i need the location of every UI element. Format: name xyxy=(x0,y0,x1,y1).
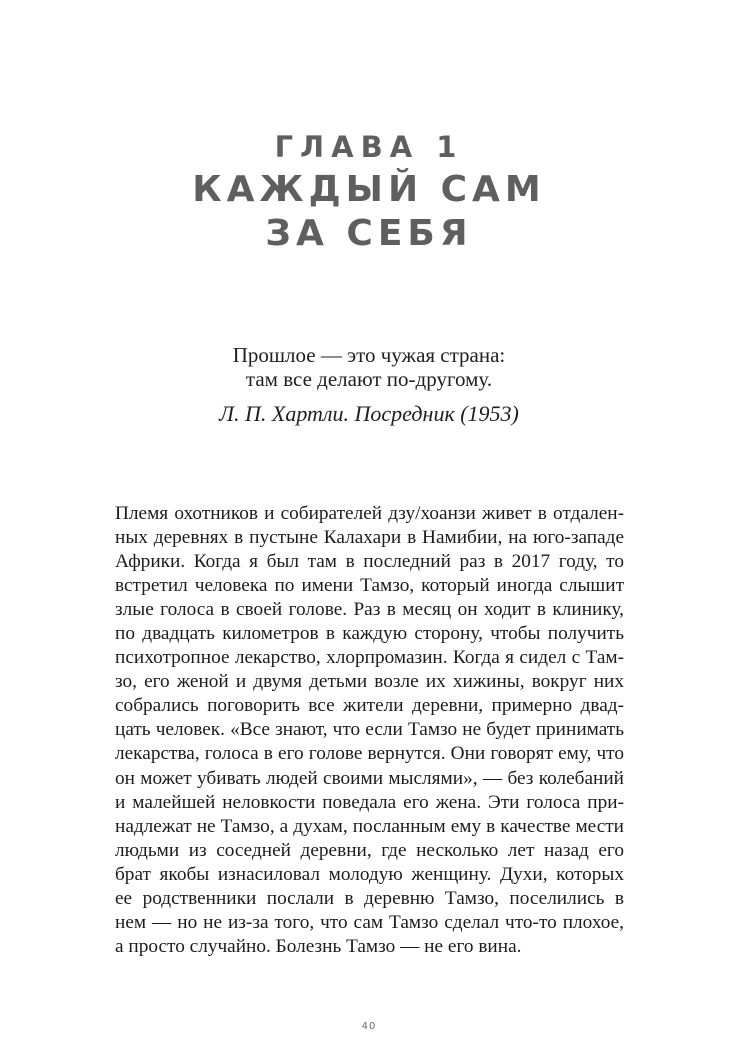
body-line: по двадцать километров в каждую сторону, чтобы получить xyxy=(115,623,624,645)
chapter-label: ГЛАВА 1 xyxy=(274,130,464,164)
body-line: Племя охотников и собирателей дзу/хоанзи живет в отдален- xyxy=(115,503,624,524)
chapter-title-line-1: КАЖДЫЙ САМ xyxy=(192,169,546,210)
chapter-title-line-2: ЗА СЕБЯ xyxy=(265,213,473,254)
body-line: людьми из соседней деревни, где несколько лет назад его xyxy=(115,839,624,861)
body-line: брат якобы изнасиловал молодую женщину. Духи, которых xyxy=(115,863,624,885)
body-line: лекарства, голоса в его голове вернутся. Они говорят ему, что xyxy=(115,743,624,765)
body-line: ных деревнях в пустыне Калахари в Намибии, на юго-западе xyxy=(115,527,624,549)
page-number: 40 xyxy=(361,1021,377,1032)
body-line: злые голоса в своей голове. Раз в месяц он ходит в клинику, xyxy=(115,599,624,621)
body-line: Африки. Когда я был там в последний раз в 2017 году, то xyxy=(115,551,624,573)
body-line: а просто случайно. Болезнь Тамзо — не его вина. xyxy=(115,935,522,957)
body-line: психотропное лекарство, хлорпромазин. Когда я сидел с Там- xyxy=(115,647,624,669)
body-line: он может убивать людей своими мыслями», — без колебаний xyxy=(115,767,624,789)
epigraph-line-2: там все делают по-другому. xyxy=(245,367,493,391)
epigraph-attribution: Л. П. Хартли. Посредник (1953) xyxy=(219,401,519,426)
body-line: цать человек. «Все знают, что если Тамзо не будет принимать xyxy=(115,719,624,741)
body-line: зо, его женой и двумя детьми возле их хижины, вокруг них xyxy=(115,671,624,693)
body-line: и малейшей неловкости поведала его жена. Эти голоса при- xyxy=(115,791,624,813)
body-line: нем — но не из-за того, что сам Тамзо сделал что-то плохое, xyxy=(115,911,624,933)
epigraph-line-1: Прошлое — это чужая страна: xyxy=(232,343,506,367)
body-line: собрались поговорить все жители деревни, примерно двад- xyxy=(115,695,624,717)
body-line: надлежат не Тамзо, а духам, посланным ему в качестве мести xyxy=(115,815,624,837)
body-line: встретил человека по имени Тамзо, который иногда слышит xyxy=(115,575,624,597)
body-paragraph xyxy=(115,502,624,959)
body-line: ее родственники послали в деревню Тамзо, поселились в xyxy=(115,887,624,909)
